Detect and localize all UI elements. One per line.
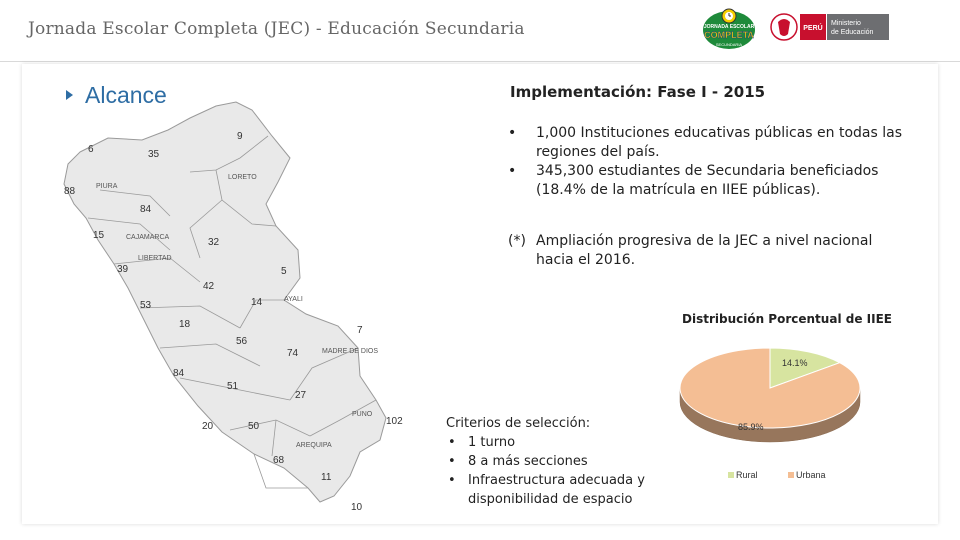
- region-label-ayali: AYALI: [284, 296, 303, 303]
- implementation-bullets: [508, 124, 908, 200]
- map-count-68: 68: [273, 455, 285, 466]
- map-count-7: 7: [357, 325, 363, 336]
- ministry-logo: [770, 10, 890, 44]
- ministry-line-1: Ministerio: [831, 20, 861, 27]
- legend-label-urbana: Urbana: [796, 470, 826, 480]
- map-count-11: 11: [321, 472, 332, 483]
- map-count-51: 51: [227, 381, 239, 392]
- peru-outline: [64, 102, 386, 502]
- distribution-title: Distribución Porcentual de IIEE: [682, 312, 892, 326]
- jec-logo-sub-text: SECUNDARIA: [715, 42, 743, 47]
- pie-data-label-rural: 14.1%: [782, 358, 808, 368]
- map-count-84-south: 84: [173, 368, 185, 379]
- map-count-74: 74: [287, 348, 299, 359]
- region-label-arequipa: AREQUIPA: [296, 442, 332, 449]
- legend-swatch-urbana: [788, 472, 794, 478]
- selection-criteria: [446, 414, 676, 509]
- pie-data-label-urbana: 85.9%: [738, 422, 764, 432]
- map-count-84-north: 84: [140, 204, 152, 215]
- map-count-35: 35: [148, 149, 160, 160]
- region-label-madre-de-dios: MADRE DE DIOS: [322, 348, 379, 355]
- map-count-14: 14: [251, 297, 263, 308]
- page-title: Jornada Escolar Completa (JEC) - Educación Secundaria: [28, 19, 525, 39]
- region-label-cajamarca: CAJAMARCA: [126, 234, 170, 241]
- criteria-item: • 1 turno: [446, 433, 676, 452]
- implementation-title: Implementación: Fase I - 2015: [510, 83, 766, 101]
- jec-logo-top-text: JORNADA ESCOLAR: [703, 24, 755, 30]
- peru-map: [40, 100, 440, 530]
- distribution-pie-chart: [660, 335, 880, 495]
- map-count-42: 42: [203, 281, 215, 292]
- jec-logo-main-text: COMPLETA: [704, 30, 754, 40]
- header-bar: [0, 0, 960, 62]
- criteria-item: • Infraestructura adecuada y disponibilidad de espacio: [446, 471, 676, 509]
- legend-swatch-rural: [728, 472, 734, 478]
- triangle-bullet-icon: [66, 90, 73, 100]
- map-count-20: 20: [202, 421, 214, 432]
- map-count-9: 9: [237, 131, 243, 142]
- map-count-39: 39: [117, 264, 129, 275]
- ministry-line-2: de Educación: [831, 29, 874, 36]
- legend-label-rural: Rural: [736, 470, 758, 480]
- map-count-10: 10: [351, 502, 363, 513]
- expansion-note: [508, 232, 908, 270]
- region-label-loreto: LORETO: [228, 174, 257, 181]
- map-count-18: 18: [179, 319, 191, 330]
- note-mark: (*): [508, 233, 526, 249]
- map-count-32: 32: [208, 237, 220, 248]
- note-text: Ampliación progresiva de la JEC a nivel nacional hacia el 2016.: [536, 233, 873, 268]
- map-count-15: 15: [93, 230, 105, 241]
- region-label-puno: PUNO: [352, 411, 373, 418]
- map-count-88: 88: [64, 186, 76, 197]
- criteria-item: • 8 a más secciones: [446, 452, 676, 471]
- map-count-56: 56: [236, 336, 248, 347]
- section-heading-label: Alcance: [85, 82, 167, 108]
- jec-logo: [700, 6, 758, 52]
- region-label-libertad: LIBERTAD: [138, 255, 172, 262]
- bullet-item: • 1,000 Instituciones educativas públicas en todas las regiones del país.: [508, 124, 908, 162]
- map-count-27: 27: [295, 390, 307, 401]
- region-label-piura: PIURA: [96, 183, 118, 190]
- bullet-item: • 345,300 estudiantes de Secundaria beneficiados (18.4% de la matrícula en IIEE públicas).: [508, 162, 908, 200]
- criteria-title: Criterios de selección:: [446, 416, 591, 431]
- map-count-53: 53: [140, 300, 152, 311]
- map-count-50: 50: [248, 421, 260, 432]
- map-count-5: 5: [281, 266, 287, 277]
- peru-flag-label: PERÚ: [803, 25, 823, 32]
- map-count-6: 6: [88, 144, 94, 155]
- map-count-102: 102: [386, 416, 403, 427]
